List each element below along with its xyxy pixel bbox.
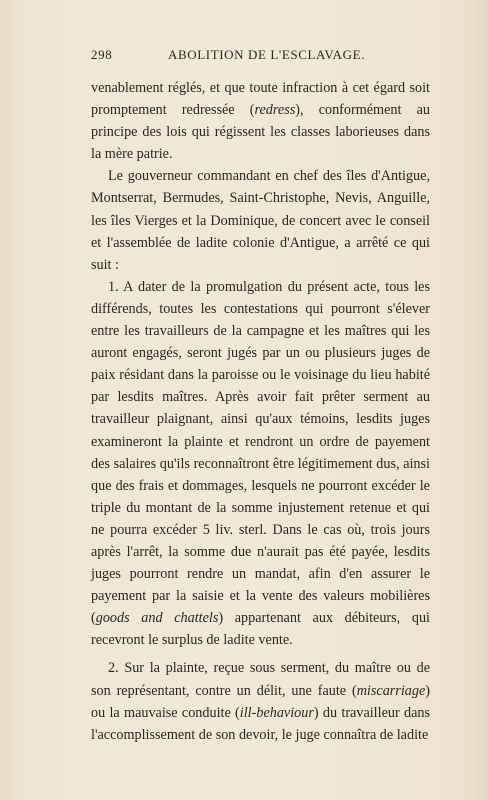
paragraph-preamble: [91, 165, 430, 275]
page-number: 298: [91, 47, 113, 62]
text-run: venablement réglés, et que toute infraction à cet égard soit promptement redressée (: [91, 80, 430, 119]
italic-term: ill-behaviour: [239, 704, 314, 721]
italic-term: redress: [254, 102, 296, 119]
text-run: 2. Sur la plainte, reçue sous serment, du maître ou de son représentant, contre un délit, une faute (: [91, 660, 430, 699]
text-run: ), conformément au principe des lois qui régissent les classes laborieuses dans la mère patrie.: [91, 102, 430, 163]
text-run: ) du travailleur dans l'accomplissement de son devoir, le juge connaîtra de ladite: [91, 704, 430, 743]
text-run: ) appartenant aux débiteurs, qui recevront le surplus de ladite vente.: [91, 610, 430, 649]
paragraph-article-2: [91, 657, 430, 745]
paragraph-article-1: [91, 276, 430, 652]
page-body: [91, 77, 430, 746]
italic-term: miscarriage: [356, 682, 426, 699]
paragraph-continuation: [91, 77, 430, 165]
text-run: Le gouverneur commandant en chef des îles d'Antigue, Montserrat, Bermudes, Saint-Christophe, Nevis, Anguille, les îles Vierges et la Dominique, de concert avec le conseil et l'assemblée de ladite colonie d'Antigue, a arrêté ce qui suit :: [91, 168, 430, 273]
italic-term: goods and chattels: [95, 610, 219, 627]
text-run: ) ou la mauvaise conduite (: [91, 682, 430, 721]
running-title: ABOLITION DE L'ESCLAVAGE.: [168, 47, 366, 62]
text-run: 1. A dater de la promulgation du présent acte, tous les différends, toutes les contestations qui pourront s'élever entre les travailleurs de la campagne et les maîtres qui les auront engagés, seront jugés par un ou plusieurs juges de paix résidant dans la paroisse ou le voisinage du lieu habité par lesdits maîtres. Après avoir fait prêter serment au travailleur plaignant, ainsi qu'aux témoins, lesdits juges examineront la plainte et rendront un ordre de payement des salaires qu'ils reconnaîtront être légitimement dus, ainsi que des frais et dommages, lesquels ne pourront excéder le triple du montant de la somme injustement retenue et qui ne pourra excéder 5 liv. sterl. Dans le cas où, trois jours après l'arrêt, la somme due n'aurait pas été payée, lesdits juges pourront rendre un mandat, afin d'en assurer le payement par la saisie et la vente des valeurs mobilières (: [91, 278, 430, 627]
